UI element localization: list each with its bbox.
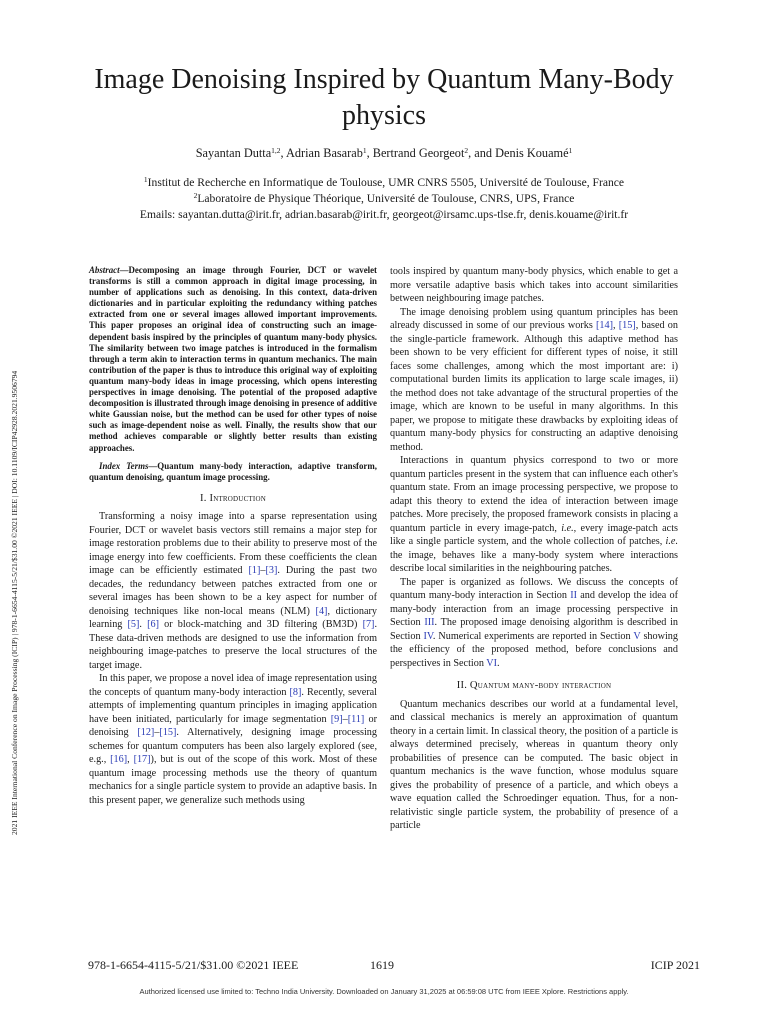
reference-link[interactable]: [4] bbox=[315, 605, 328, 617]
text-run: – bbox=[154, 727, 160, 739]
sidebar-citation-text: 2021 IEEE International Conference on Image Processing (ICIP) | 978-1-6654-4115-5/21/$31.00 ©2021 IEEE | DOI: 10.1109/ICIP42928.2021.9506794 bbox=[10, 370, 19, 835]
text-run: or block-matching and 3D filtering (BM3D) bbox=[159, 619, 363, 631]
paragraph bbox=[390, 265, 678, 306]
paragraph bbox=[390, 576, 678, 671]
author-list: Sayantan Dutta$^{1,2}$, Adrian Basarab$^1$, Bertrand Georgeot$^2$, and Denis Kouamé$^1$ bbox=[195, 146, 573, 160]
text-run: – bbox=[342, 713, 348, 725]
text-run: – bbox=[260, 565, 266, 577]
index-terms-text: —Quantum many-body interaction, adaptive transform, quantum denoising, quantum image processing. bbox=[89, 460, 377, 482]
affiliations bbox=[60, 175, 708, 223]
paragraph bbox=[89, 510, 377, 672]
reference-link[interactable]: [7] bbox=[362, 619, 375, 631]
section-heading: II. Quantum many-body interaction bbox=[456, 680, 612, 691]
text-run: Interactions in quantum physics correspond to two or more quantum particles present in the system that can influence each other's quantum state. From an image processing perspective, we propose to adapt this theory to extend the idea of interaction between image patches. More precisely, the proposed framework consists in placing a quantum particle in every image-patch, bbox=[390, 455, 678, 534]
text-run: tools inspired by quantum many-body physics, which enable to get a more versatile adaptive basis which takes into account similarities between neighbouring image patches. bbox=[390, 266, 678, 304]
reference-link[interactable]: [15] bbox=[618, 320, 636, 331]
text-run: Quantum mechanics describes our world at a fundamental level, and classical mechanics is merely an approximation of quantum theory in a certain limit. In classical theory, the position of a particle is always determined precisely, whereas in quantum theory only probabilities of presence can be computed. The basic object in quantum mechanics is the wave function, whose modulus square gives the probability of presence of a particle, and which obeys a wave equation called the Schroedinger equation. Thus, for a non-relativistic single particle system, the probability of presence of a particle bbox=[390, 698, 678, 831]
text-run: every image-patch acts like a single particle system, and the whole collection of patches, bbox=[390, 522, 678, 547]
reference-link[interactable]: [15] bbox=[159, 727, 177, 739]
reference-link[interactable]: V bbox=[633, 630, 641, 642]
text-run: . Alternatively, designing image processing schemes for quantum computers has been also largely explored (see, e.g., bbox=[89, 727, 377, 766]
author-name: Sayantan Dutta bbox=[195, 146, 272, 160]
text-run: , dictionary learning bbox=[89, 605, 377, 631]
author-name: Adrian Basarab bbox=[286, 146, 363, 160]
reference-link[interactable]: [9] bbox=[330, 713, 343, 725]
abstract-text: —Decomposing an image through Fourier, DCT or wavelet transforms is still a common approach in digital image processing, in number of applications such as denoising. In this context, data-driven dictionaries and in particular exploiting the redundancy withing patches extracted from one or several images allowed important improvements. This paper proposes an original idea of constructing such an image-dependent basis inspired by the principles of quantum many-body physics. The similarity between two image patches is introduced in the formalism through a term akin to interaction terms in quantum mechanics. The main contribution of the paper is thus to introduce this original way of exploiting quantum many-body ideas in image processing, which opens interesting perspectives in image denoising. The potential of the proposed adaptive decomposition is illustrated through image denoising in presence of additive white Gaussian noise, but the method can be used for other types of noise such as image-dependent noise as well. Finally, the results show that our method achieves comparable or slightly better results than existing approaches. bbox=[89, 265, 377, 453]
text-run: , bbox=[612, 320, 619, 331]
abstract bbox=[89, 265, 377, 454]
reference-link[interactable]: II bbox=[570, 590, 578, 601]
text-run: The paper is organized as follows. We discuss the concepts of quantum many-body interaction in Section bbox=[390, 576, 678, 601]
text-run: or denoising bbox=[89, 713, 377, 739]
text-run: In this paper, we propose a novel idea of image representation using the concepts of quantum many-body interaction bbox=[89, 673, 377, 698]
text-run: Transforming a noisy image into a sparse representation using Fourier, DCT or wavelet basis vectors still remains a major step for image restoration problems due to their ability to preserve most of the image energy into few coefficients. From these coefficients the clean image can be efficiently estimated bbox=[89, 511, 377, 577]
text-run: , bbox=[127, 754, 134, 766]
footer-copyright: 978-1-6654-4115-5/21/$31.00 ©2021 IEEE bbox=[88, 958, 299, 972]
page-number: 1619 bbox=[370, 958, 394, 972]
affiliation-line: $^2$Laboratoire de Physique Théorique, Université de Toulouse, CNRS, UPS, France bbox=[193, 191, 575, 205]
author-name: Bertrand Georgeot bbox=[372, 146, 465, 160]
reference-link[interactable]: [12] bbox=[137, 727, 155, 739]
reference-link[interactable]: [16] bbox=[110, 754, 128, 766]
author-emails: Emails: sayantan.dutta@irit.fr, adrian.basarab@irit.fr, georgeot@irsamc.ups-tlse.fr, denis.kouame@irit.fr bbox=[139, 208, 629, 221]
reference-link[interactable]: IV bbox=[423, 630, 433, 642]
text-run: . Recently, several attempts of implementing quantum principles in imaging application have been initiated, particularly for image segmentation bbox=[89, 686, 377, 725]
text-run: . During the past two decades, the redundancy between patches extracted from one or several images has been shown to be a key aspect for number of denoising techniques like non-local means (NLM) bbox=[89, 565, 378, 617]
section-heading: I. Introduction bbox=[200, 492, 266, 504]
sidebar-citation bbox=[3, 193, 17, 835]
abstract-label: Abstract bbox=[89, 265, 120, 275]
text-run: ), but is out of the scope of this work. Most of these quantum image processing methods use the theory of quantum mechanics for a single particle system to provide an adaptive basis. In this present paper, we generalize such methods using bbox=[89, 754, 378, 806]
author-name: Denis Kouamé bbox=[495, 146, 569, 160]
paragraph bbox=[390, 306, 678, 455]
reference-link[interactable]: [6] bbox=[147, 619, 160, 631]
affiliation-line: $^1$Institut de Recherche en Informatique de Toulouse, UMR CNRS 5505, Université de Toulouse, France bbox=[143, 175, 625, 189]
index-terms bbox=[89, 461, 377, 483]
reference-link[interactable]: [5] bbox=[127, 619, 140, 631]
paper-title: Image Denoising Inspired by Quantum Many-Body physics bbox=[94, 64, 674, 131]
paragraph bbox=[89, 672, 377, 807]
text-run: the image, behaves like a many-body system where interactions describe local similarities in the neighbouring patches. bbox=[390, 549, 678, 574]
text-run: The image denoising problem using quantum principles has been already discussed in some of our previous works bbox=[390, 306, 678, 331]
reference-link[interactable]: [14] bbox=[595, 320, 613, 331]
author-affiliation-mark: 1 bbox=[568, 146, 573, 155]
author-affiliation-mark: 2 bbox=[464, 146, 469, 155]
author-affiliation-mark: 1,2 bbox=[271, 146, 281, 155]
reference-link[interactable]: [17] bbox=[133, 754, 151, 766]
text-run: . bbox=[497, 657, 500, 669]
reference-link[interactable]: [11] bbox=[347, 713, 365, 725]
paragraph bbox=[390, 454, 678, 576]
reference-link[interactable]: [1] bbox=[248, 565, 261, 577]
text-run: . bbox=[139, 619, 148, 631]
text-run: showing the efficiency of the proposed method, before conclusions and perspectives in Section bbox=[390, 630, 678, 669]
emphasis-text: i.e., bbox=[561, 522, 577, 534]
text-run: and develop the idea of many-body interaction from an image processing perspective in Section bbox=[390, 590, 678, 628]
reference-link[interactable]: III bbox=[424, 617, 435, 628]
text-run: , based on the single-particle framework. Although this adaptive method has been shown to be very efficient for different types of noise, it still faces some challenges, among which the most important are: i) computational burden limits its application to large scale images, ii) the method does not take advantage of the structural properties of the image, which are known to be useful in many algorithms. In this paper, we propose to mitigate these drawbacks by exploiting ideas of quantum many-body physics for constructing an adaptive denoising method. bbox=[390, 320, 678, 453]
author-affiliation-mark: 1 bbox=[362, 146, 367, 155]
text-run: . These data-driven methods are designed to use the information from neighbouring image-patches to preserve the local structures of the target image. bbox=[89, 619, 377, 671]
reference-link[interactable]: [8] bbox=[289, 686, 302, 698]
text-run: . The proposed image denoising algorithm is described in Section bbox=[390, 617, 679, 642]
text-run: . Numerical experiments are reported in Section bbox=[432, 630, 634, 642]
paragraph bbox=[390, 698, 678, 833]
reference-link[interactable]: VI bbox=[486, 657, 498, 669]
reference-link[interactable]: [3] bbox=[265, 565, 278, 577]
index-terms-label: Index Terms bbox=[99, 460, 149, 471]
footer-conference: ICIP 2021 bbox=[650, 958, 700, 972]
left-column bbox=[89, 265, 377, 807]
right-column bbox=[390, 265, 678, 833]
license-disclaimer: Authorized licensed use limited to: Techno India University. Downloaded on January 31,2025 at 06:59:08 UTC from IEEE Xplore. Restrictions apply. bbox=[139, 987, 629, 996]
emphasis-text: i.e. bbox=[665, 536, 678, 547]
